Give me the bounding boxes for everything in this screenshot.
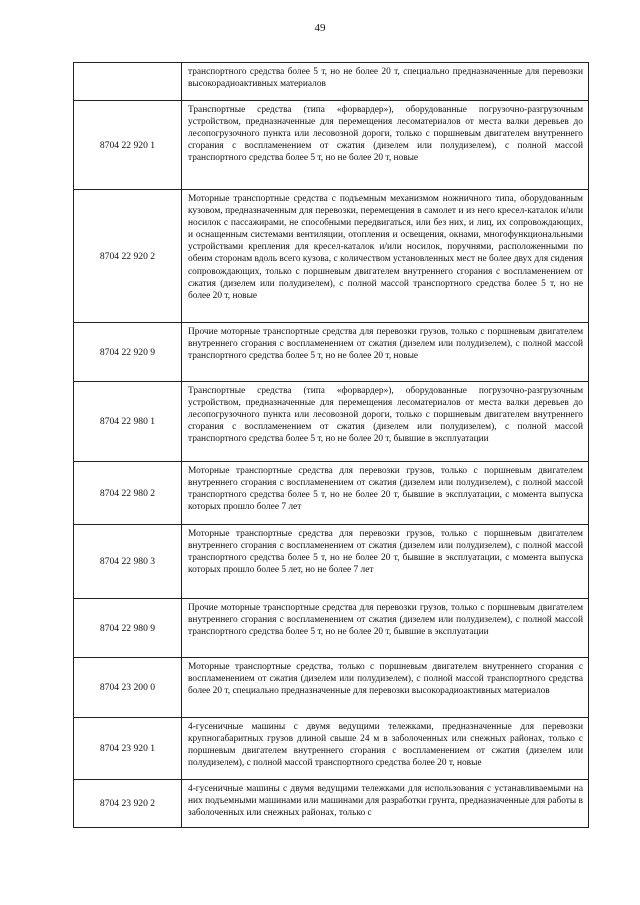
description-cell: Транспортные средства (типа «форвардер»), оборудованные погрузочно-разгрузочным устройством, предназначенные для перемещения лесоматериалов от места валки деревьев до лесопогрузочного пункта или лесовозной дороги, только с поршневым двигателем внутреннего сгорания с воспламенением от сжатия (дизелем или полудизелем), с полной массой транспортного средства более 5 т, но не более 20 т, бывшие в эксплуатации	[182, 382, 589, 462]
table-row	[74, 101, 589, 190]
page-number: 49	[314, 22, 326, 34]
description-cell: Моторные транспортные средства, только с поршневым двигателем внутреннего сгорания с воспламенением от сжатия (дизелем или полудизелем), с полной массой транспортного средства более 20 т, специально предназначенные для перевозки высокорадиоактивных материалов	[182, 658, 589, 718]
description-cell: транспортного средства более 5 т, но не более 20 т, специально предназначенные для перевозки высокорадиоактивных материалов	[182, 63, 589, 101]
table-row	[74, 525, 589, 599]
code-cell: 8704 23 920 2	[74, 780, 182, 828]
description-cell: Моторные транспортные средства для перевозки грузов, только с поршневым двигателем внутреннего сгорания с воспламенением от сжатия (дизелем или полудизелем), с полной массой транспортного средства более 5 т, но не более 20 т, бывшие в эксплуатации, с момента выпуска которых прошло более 7 лет	[182, 462, 589, 525]
table-row	[74, 462, 589, 525]
table-row	[74, 599, 589, 658]
table-row	[74, 658, 589, 718]
code-cell	[74, 63, 182, 101]
code-cell: 8704 22 980 3	[74, 525, 182, 599]
code-cell: 8704 22 980 9	[74, 599, 182, 658]
description-cell: Транспортные средства (типа «форвардер»), оборудованные погрузочно-разгрузочным устройством, предназначенные для перемещения лесоматериалов от места валки деревьев до лесопогрузочного пункта или лесовозной дороги, только с поршневым двигателем внутреннего сгорания с воспламенением от сжатия (дизелем или полудизелем), с полной массой транспортного средства более 5 т, но не более 20 т, новые	[182, 101, 589, 190]
table-row	[74, 63, 589, 101]
table-row	[74, 323, 589, 382]
tariff-code-table	[73, 62, 589, 828]
description-cell: 4-гусеничные машины с двумя ведущими тележками, предназначенные для перевозки крупногабаритных грузов длиной свыше 24 м в заболоченных или снежных районах, только с поршневым двигателем внутреннего сгорания с воспламенением от сжатия (дизелем или полудизелем), с полной массой транспортного средства более 20 т, новые	[182, 718, 589, 780]
code-cell: 8704 22 920 1	[74, 101, 182, 190]
code-cell: 8704 22 980 1	[74, 382, 182, 462]
code-cell: 8704 22 920 9	[74, 323, 182, 382]
description-cell: 4-гусеничные машины с двумя ведущими тележками для использования с устанавливаемыми на них подъемными машинами или машинами для разработки грунта, предназначенные для работы в заболоченных или снежных районах, только с	[182, 780, 589, 828]
table-row	[74, 780, 589, 828]
code-cell: 8704 23 920 1	[74, 718, 182, 780]
description-cell: Моторные транспортные средства с подъемным механизмом ножничного типа, оборудованным кузовом, предназначенным для перевозки, перемещения в самолет и из него кресел-каталок и/или носилок с пассажирами, не способными передвигаться, или без них, и лиц, их сопровождающих, и оснащенным системами вентиляции, отопления и освещения, окнами, многофункциональными устройствами крепления для кресел-каталок и/или носилок, поручнями, расположенными по обеим сторонам вдоль всего кузова, с количеством установленных мест не более двух для сидения сопровождающих, только с поршневым двигателем внутреннего сгорания с воспламенением от сжатия (дизелем или полудизелем), с полной массой транспортного средства более 5 т, но не более 20 т, новые	[182, 190, 589, 323]
code-cell: 8704 23 200 0	[74, 658, 182, 718]
code-cell: 8704 22 980 2	[74, 462, 182, 525]
description-cell: Прочие моторные транспортные средства для перевозки грузов, только с поршневым двигателем внутреннего сгорания с воспламенением от сжатия (дизелем или полудизелем), с полной массой транспортного средства более 5 т, но не более 20 т, бывшие в эксплуатации	[182, 599, 589, 658]
description-cell: Моторные транспортные средства для перевозки грузов, только с поршневым двигателем внутреннего сгорания с воспламенением от сжатия (дизелем или полудизелем), с полной массой транспортного средства более 5 т, но не более 20 т, бывшие в эксплуатации, с момента выпуска которых прошло более 5 лет, но не более 7 лет	[182, 525, 589, 599]
table-row	[74, 718, 589, 780]
description-cell: Прочие моторные транспортные средства для перевозки грузов, только с поршневым двигателем внутреннего сгорания с воспламенением от сжатия (дизелем или полудизелем), с полной массой транспортного средства более 5 т, но не более 20 т, новые	[182, 323, 589, 382]
table-row	[74, 190, 589, 323]
code-cell: 8704 22 920 2	[74, 190, 182, 323]
table-row	[74, 382, 589, 462]
